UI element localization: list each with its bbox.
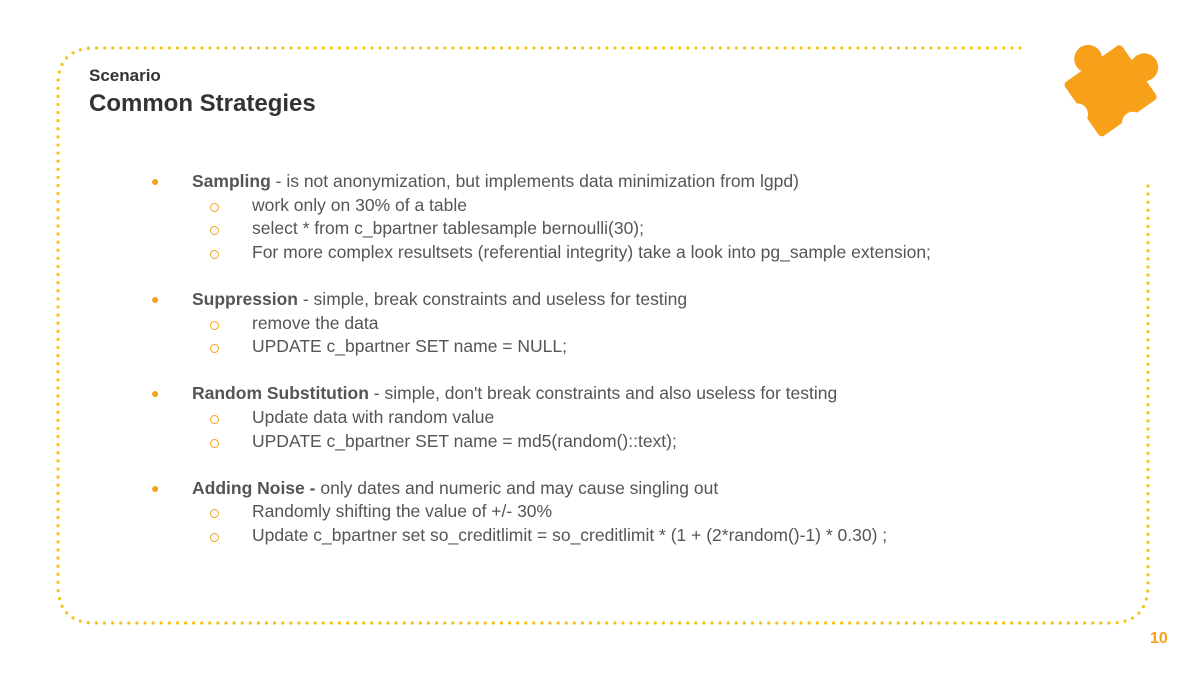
strategy-suppression — [140, 288, 1000, 359]
bullet-heading: Random Substitution — [192, 383, 369, 404]
sub-bullet — [140, 500, 1000, 524]
sub-bullet-text: select * from c_bpartner tablesample bernoulli(30); — [252, 218, 644, 239]
sub-bullet-text: For more complex resultsets (referential integrity) take a look into pg_sample extension; — [252, 241, 931, 262]
sub-bullet-ring-icon — [210, 321, 219, 330]
sub-bullet — [140, 406, 1000, 430]
sub-bullet-text: remove the data — [252, 312, 379, 333]
sub-bullet — [140, 241, 1000, 265]
sub-bullet — [140, 430, 1000, 454]
bullet-heading: Adding Noise - — [192, 477, 316, 498]
sub-bullet-ring-icon — [210, 439, 219, 448]
puzzle-piece-icon — [1045, 30, 1175, 150]
sub-bullet-text: Update c_bpartner set so_creditlimit = so_creditlimit * (1 + (2*random()-1) * 0.30) ; — [252, 524, 888, 545]
slide-subtitle: Scenario — [89, 66, 161, 85]
sub-bullet-ring-icon — [210, 509, 219, 518]
bullet-main — [140, 382, 1000, 406]
bullet-text: only dates and numeric and may cause singling out — [315, 477, 719, 498]
sub-bullet — [140, 312, 1000, 336]
bullet-heading: Sampling — [192, 171, 271, 191]
bullet-dot-icon: ● — [151, 290, 160, 307]
strategy-random-substitution — [140, 382, 1000, 453]
sub-bullet-ring-icon — [210, 415, 219, 424]
bullet-text: - simple, don't break constraints and also useless for testing — [368, 383, 838, 404]
sub-bullet-text: UPDATE c_bpartner SET name = md5(random()::text); — [252, 430, 677, 451]
bullet-dot-icon: ● — [151, 385, 160, 402]
sub-bullet-ring-icon — [210, 250, 219, 259]
bullet-main — [140, 477, 1000, 501]
strategy-adding-noise — [140, 477, 1000, 548]
bullet-main — [140, 288, 1000, 312]
page-number: 10 — [1150, 630, 1168, 647]
bullet-text: - simple, break constraints and useless for testing — [298, 288, 688, 309]
sub-bullet — [140, 217, 1000, 241]
bullet-main — [140, 170, 1000, 194]
sub-bullet — [140, 194, 1000, 218]
sub-bullet-text: Update data with random value — [252, 406, 495, 427]
sub-bullet — [140, 524, 1000, 548]
sub-bullet-text: UPDATE c_bpartner SET name = NULL; — [252, 336, 567, 357]
bullet-heading: Suppression — [192, 288, 298, 309]
sub-bullet-ring-icon — [210, 344, 219, 353]
sub-bullet — [140, 335, 1000, 359]
sub-bullet-text: work only on 30% of a table — [252, 194, 467, 215]
bullet-text: - is not anonymization, but implements data minimization from lgpd) — [270, 171, 799, 191]
sub-bullet-ring-icon — [210, 533, 219, 542]
sub-bullet-text: Randomly shifting the value of +/- 30% — [252, 501, 553, 522]
bullet-dot-icon: ● — [151, 479, 160, 496]
bullet-dot-icon: ● — [151, 173, 160, 189]
slide-title: Common Strategies — [89, 90, 316, 117]
strategy-list — [140, 170, 1000, 571]
sub-bullet-ring-icon — [210, 203, 219, 212]
strategy-sampling — [140, 170, 1000, 264]
sub-bullet-ring-icon — [210, 226, 219, 235]
